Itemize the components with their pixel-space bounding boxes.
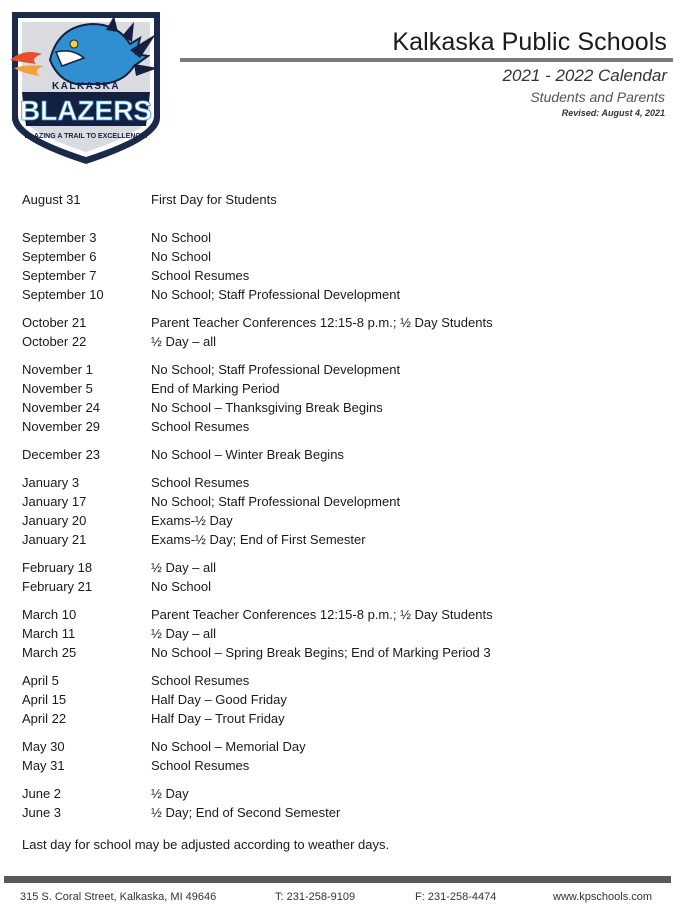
calendar-group	[22, 473, 642, 549]
calendar-group	[22, 190, 642, 209]
entry-date: January 17	[22, 494, 87, 509]
calendar-entry	[22, 266, 642, 285]
logo-tagline: BLAZING A TRAIL TO EXCELLENCE!	[24, 133, 148, 140]
entry-event: No School	[151, 249, 211, 264]
calendar-entry	[22, 285, 642, 304]
entry-event: ½ Day – all	[151, 334, 217, 349]
entry-event: No School – Memorial Day	[151, 739, 306, 754]
entry-date: September 6	[22, 249, 97, 264]
entry-date: November 24	[22, 400, 101, 415]
entry-date: December 23	[22, 447, 101, 462]
calendar-entry	[22, 558, 642, 577]
entry-event: School Resumes	[151, 419, 250, 434]
entry-date: January 21	[22, 532, 87, 547]
entry-date: March 10	[22, 607, 77, 622]
entry-event: School Resumes	[151, 758, 250, 773]
entry-event: Exams-½ Day; End of First Semester	[151, 532, 366, 547]
entry-event: Exams-½ Day	[151, 513, 233, 528]
calendar-entry	[22, 360, 642, 379]
entry-date: February 21	[22, 579, 93, 594]
entry-event: ½ Day – all	[151, 626, 217, 641]
entry-date: January 3	[22, 475, 80, 490]
revised-date: Revised: August 4, 2021	[561, 108, 665, 118]
calendar-list	[22, 190, 642, 831]
entry-date: March 11	[22, 626, 76, 641]
entry-event: School Resumes	[151, 475, 250, 490]
calendar-entry	[22, 605, 642, 624]
calendar-group	[22, 313, 642, 351]
entry-date: November 1	[22, 362, 93, 377]
entry-event: Parent Teacher Conferences 12:15-8 p.m.; ½ Day Students	[151, 607, 493, 622]
calendar-group	[22, 228, 642, 304]
entry-date: April 5	[22, 673, 59, 688]
calendar-title: 2021 - 2022 Calendar	[502, 66, 667, 85]
calendar-entry	[22, 690, 642, 709]
entry-event: Half Day – Good Friday	[151, 692, 287, 707]
entry-date: November 5	[22, 381, 93, 396]
entry-event: No School	[151, 230, 211, 245]
entry-event: ½ Day – all	[151, 560, 217, 575]
entry-date: September 7	[22, 268, 97, 283]
calendar-entry	[22, 473, 642, 492]
footer-fax: F: 231-258-4474	[415, 891, 497, 903]
calendar-group	[22, 737, 642, 775]
entry-event: ½ Day; End of Second Semester	[151, 805, 341, 820]
entry-date: January 20	[22, 513, 87, 528]
calendar-group	[22, 360, 642, 436]
calendar-entry	[22, 492, 642, 511]
entry-event: No School; Staff Professional Development	[151, 362, 401, 377]
entry-event: Parent Teacher Conferences 12:15-8 p.m.; ½ Day Students	[151, 315, 493, 330]
entry-event: No School – Thanksgiving Break Begins	[151, 400, 383, 415]
footer-address: 315 S. Coral Street, Kalkaska, MI 49646	[20, 891, 217, 903]
entry-date: February 18	[22, 560, 93, 575]
calendar-entry	[22, 190, 642, 209]
entry-date: March 25	[22, 645, 77, 660]
entry-date: June 3	[22, 805, 62, 820]
entry-event: No School; Staff Professional Development	[151, 494, 401, 509]
entry-date: September 10	[22, 287, 104, 302]
calendar-entry	[22, 671, 642, 690]
entry-event: School Resumes	[151, 268, 250, 283]
school-name: Kalkaska Public Schools	[392, 28, 667, 56]
logo-main-text: BLAZERS	[19, 95, 153, 126]
entry-date: May 30	[22, 739, 65, 754]
entry-date: April 22	[22, 711, 67, 726]
footer-website[interactable]: www.kpschools.com	[553, 891, 653, 903]
calendar-group	[22, 784, 642, 822]
entry-event: ½ Day	[151, 786, 189, 801]
calendar-entry	[22, 709, 642, 728]
calendar-group	[22, 605, 642, 662]
calendar-entry	[22, 228, 642, 247]
calendar-subtitle: Students and Parents	[530, 89, 665, 105]
entry-date: September 3	[22, 230, 97, 245]
entry-event: No School – Winter Break Begins	[151, 447, 344, 462]
calendar-entry	[22, 417, 642, 436]
entry-date: May 31	[22, 758, 65, 773]
calendar-entry	[22, 332, 642, 351]
entry-date: November 29	[22, 419, 101, 434]
entry-date: October 21	[22, 315, 87, 330]
entry-event: No School	[151, 579, 211, 594]
calendar-group	[22, 671, 642, 728]
calendar-group	[22, 445, 642, 464]
header-rule	[180, 58, 673, 62]
entry-event: End of Marking Period	[151, 381, 280, 396]
calendar-entry	[22, 511, 642, 530]
calendar-entry	[22, 398, 642, 417]
calendar-entry	[22, 784, 642, 803]
entry-event: Half Day – Trout Friday	[151, 711, 285, 726]
calendar-entry	[22, 577, 642, 596]
logo-top-text: KALKASKA	[51, 81, 121, 92]
calendar-entry	[22, 247, 642, 266]
calendar-entry	[22, 445, 642, 464]
footer-rule	[4, 876, 671, 883]
entry-date: April 15	[22, 692, 67, 707]
calendar-entry	[22, 624, 642, 643]
calendar-entry	[22, 313, 642, 332]
footnote: Last day for school may be adjusted according to weather days.	[22, 837, 390, 852]
entry-event: First Day for Students	[151, 192, 277, 207]
calendar-entry	[22, 643, 642, 662]
entry-date: August 31	[22, 192, 81, 207]
entry-event: School Resumes	[151, 673, 250, 688]
calendar-entry	[22, 379, 642, 398]
kalkaska-blazers-logo	[6, 8, 166, 166]
footer-phone: T: 231-258-9109	[275, 891, 356, 903]
entry-date: June 2	[22, 786, 62, 801]
calendar-entry	[22, 803, 642, 822]
calendar-entry	[22, 737, 642, 756]
calendar-group	[22, 558, 642, 596]
calendar-entry	[22, 530, 642, 549]
calendar-entry	[22, 756, 642, 775]
entry-date: October 22	[22, 334, 87, 349]
entry-event: No School; Staff Professional Development	[151, 287, 401, 302]
entry-event: No School – Spring Break Begins; End of Marking Period 3	[151, 645, 491, 660]
